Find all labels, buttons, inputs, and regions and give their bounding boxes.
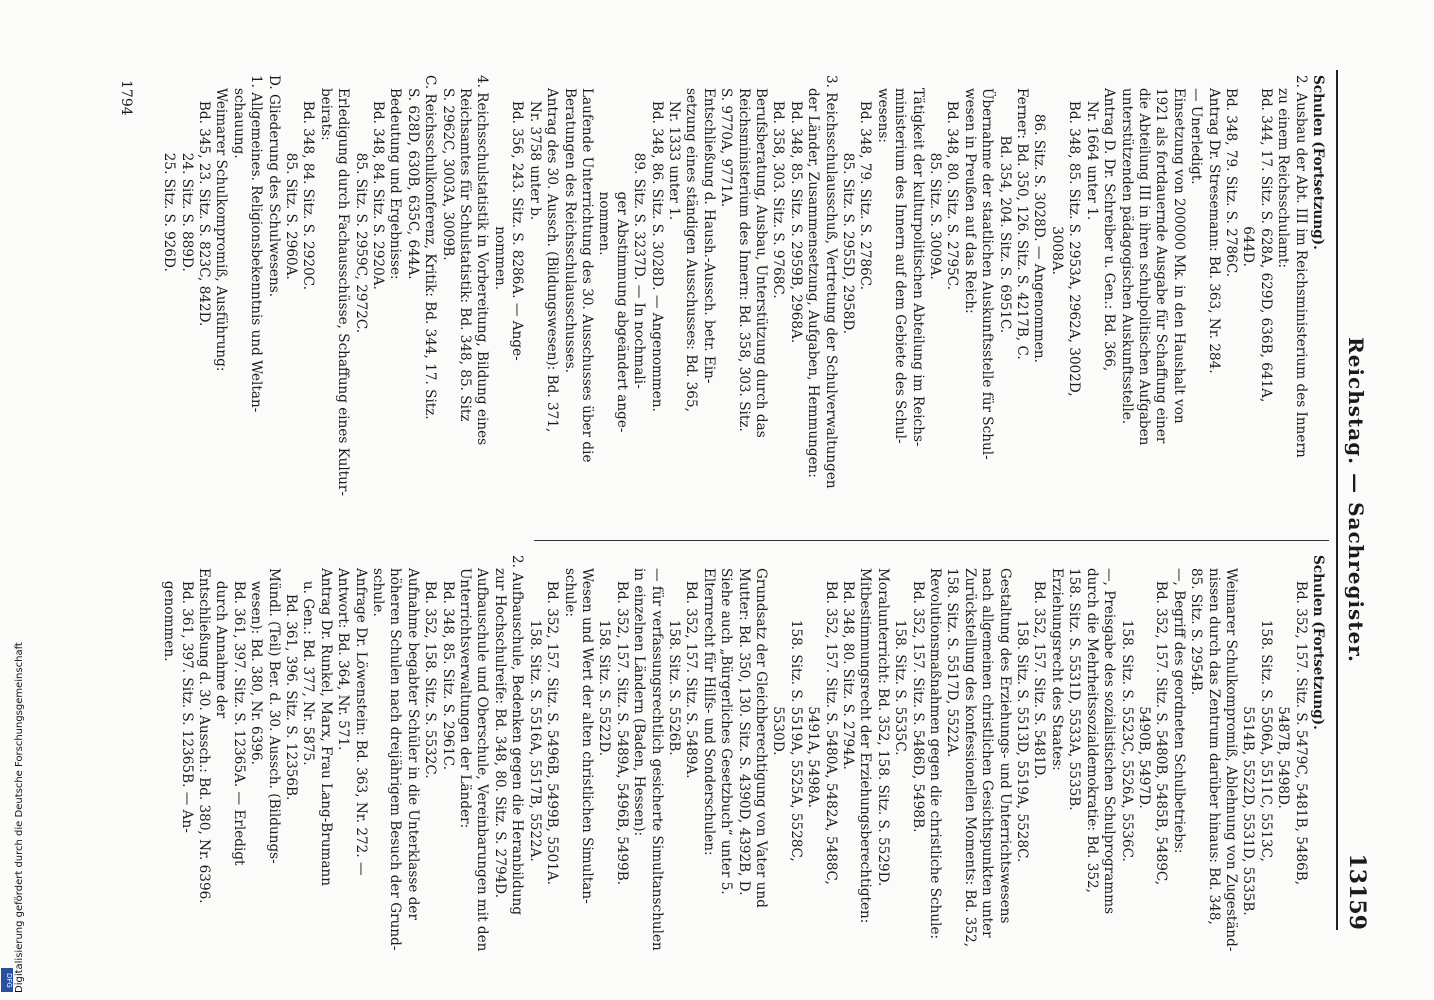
- index-line: Antrag D. Dr. Schreiber u. Gen.: Bd. 366,: [1101, 75, 1118, 372]
- index-line: Nr. 1664 unter 1.: [1083, 75, 1100, 221]
- index-line: Bd. 354, 204. Sitz. S. 6951C.: [996, 75, 1013, 334]
- index-line: nissen durch das Zentrum darüber hinaus: Bd. 348,: [1205, 555, 1222, 925]
- section-heading: Schulen (Fortsetzung).: [1310, 75, 1326, 250]
- index-line: höheren Schulen nach dreijährigem Besuch der Grund-: [387, 555, 404, 951]
- index-line: wesen in Preußen auf das Reich:: [961, 75, 978, 314]
- index-line: wesens:: [874, 75, 891, 143]
- index-line: 5487B, 5498D.: [1275, 555, 1292, 809]
- index-line: Bd. 361, 397. Sitz. S. 12365B. — An-: [178, 555, 195, 833]
- index-line: 24. Sitz. S. 889D.: [178, 75, 195, 272]
- index-line: Reichsamtes für Schulstatistik: Bd. 348, 85. Sitz: [457, 75, 474, 422]
- index-line: Bd. 352, 157. Sitz. S. 5480A, 5482A, 5488C,: [822, 555, 839, 885]
- index-line: Entschließung d. Haush.-Aussch. betr. Ein-: [700, 75, 717, 384]
- index-line: Aufnahme begabter Schüler in die Unterklasse der: [404, 555, 421, 920]
- credit-text: Digitalisierung gefördert durch die Deutsche Forschungsgemeinschaft: [14, 642, 25, 993]
- index-line: —, Preisgabe des sozialistischen Schulprogramms: [1101, 555, 1118, 915]
- index-line: Nr. 1333 unter 1.: [665, 75, 682, 221]
- index-line: Siehe auch „Bürgerliches Gesetzbuch“ unter 5.: [718, 555, 735, 895]
- index-line: Bd. 345, 23. Sitz. S. 823C, 842D.: [196, 75, 212, 327]
- index-line: C. Reichsschulkonferenz, Kritik: Bd. 344, 17. Sitz.: [422, 75, 439, 420]
- index-line: Bd. 348, 80. Sitz. S. 2794A.: [840, 555, 857, 770]
- dfg-logo: DFG: [1, 968, 13, 992]
- index-line: 1921 als fortdauernde Ausgabe für Schaffung einer: [1153, 75, 1170, 444]
- index-line: durch die Mehrheitssozialdemokratie: Bd. 352,: [1083, 555, 1100, 893]
- index-line: Laufende Unterrichtung des 30. Ausschusses über die: [578, 75, 595, 463]
- index-line: Ferner: Bd. 350, 126. Sitz. S. 4217B, C.: [1014, 75, 1031, 360]
- index-line: Berufsberatung, Ausbau, Unterstützung durch das: [753, 75, 769, 438]
- index-line: 5514B, 5522D, 5531D, 5535B.: [1240, 555, 1257, 916]
- index-line: 5490B, 5497D.: [1135, 555, 1152, 809]
- index-line: Revolutionsmaßnahmen gegen die christliche Schule:: [927, 555, 944, 940]
- index-line: Bd. 348, 80. Sitz. S. 2795C.: [944, 75, 961, 291]
- index-line: Bd. 352, 157. Sitz. S. 5480B, 5485B, 5489C,: [1153, 555, 1170, 886]
- index-line: Tätigkeit der kulturpolitischen Abteilung im Reichs-: [909, 75, 926, 447]
- index-line: Bd. 352, 157. Sitz. S. 5481D.: [1031, 555, 1048, 780]
- index-line: S. 9770A, 9771A.: [718, 75, 735, 208]
- index-line: 5530D.: [770, 555, 787, 756]
- page-title: Reichstag. — Sachregister.: [1344, 337, 1368, 663]
- index-line: 158. Sitz. S. 5506A, 5511C, 5513C,: [1257, 555, 1274, 862]
- index-line: genommen.: [161, 555, 178, 662]
- index-line: 5491A, 5498A.: [805, 555, 822, 809]
- index-line: Anfrage Dr. Löwenstein: Bd. 363, Nr. 272. —: [352, 555, 369, 876]
- index-line: schauung.: [230, 75, 247, 159]
- index-line: wesen): Bd. 380, Nr. 6396.: [248, 555, 265, 765]
- index-line: nommen.: [596, 75, 613, 256]
- index-line: 85. Sitz. S. 2955D, 2958D.: [840, 75, 857, 335]
- index-line: nommen.: [491, 75, 508, 291]
- index-line: schule:: [561, 555, 578, 618]
- index-line: ger Abstimmung abgeändert ange-: [613, 75, 630, 433]
- index-line: Bd. 352, 157. Sitz. S. 5489A.: [683, 555, 700, 779]
- index-line: Übernahme der staatlichen Auskunftsstelle für Schul-: [979, 75, 996, 460]
- index-line: 158. Sitz. S. 5522D.: [596, 555, 613, 757]
- index-line: zur Hochschulreife: Bd. 348, 80. Sitz. S. 2794D.: [491, 555, 508, 899]
- index-line: nach allgemeinen christlichen Gesichtspunkten unter: [979, 555, 996, 938]
- index-line: Bedeutung und Ergebnisse:: [387, 75, 404, 280]
- index-line: 3008A.: [1048, 75, 1065, 275]
- index-line: Antrag des 30. Aussch. (Bildungswesen): Bd. 371,: [544, 75, 561, 433]
- index-line: der Länder, Zusammensetzung, Aufgaben, Hemmungen:: [805, 75, 822, 478]
- index-line: Reichsministerium des Innern: Bd. 358, 303. Sitz.: [735, 75, 752, 432]
- index-line: durch Annahme der: [213, 555, 230, 719]
- index-line: 3. Reichsschulausschuß, Vertretung der Schulverwaltungen: [822, 75, 839, 489]
- index-line: in einzelnen Ländern (Baden, Hessen):: [631, 555, 648, 837]
- index-line: Antwort: Bd. 364, Nr. 571.: [335, 555, 352, 751]
- index-line: Elternrecht für Hilfs- und Sonderschulen:: [700, 555, 717, 856]
- index-line: Bd. 361, 396. Sitz. S. 12356B.: [283, 555, 300, 801]
- index-line: — für verfassungsrechtlich gesicherte Simultanschulen: [648, 555, 665, 951]
- index-line: 86. Sitz. S. 3028D. — Angenommen.: [1031, 75, 1048, 363]
- index-line: 1. Allgemeines. Religionsbekenntnis und Weltan-: [248, 75, 265, 413]
- index-line: 25. Sitz. S. 926D.: [161, 75, 178, 272]
- index-line: Erziehungsrecht des Staates:: [1048, 555, 1065, 771]
- index-line: Gestaltung des Erziehungs- und Unterrichtswesens: [996, 555, 1013, 924]
- index-line: Bd. 352, 157. Sitz. S. 5486D, 5498B.: [909, 555, 926, 833]
- index-line: Bd. 348, 84. Sitz. S. 2920C.: [300, 75, 317, 291]
- index-line: Einsetzung von 200000 Mk. in den Haushalt von: [1170, 75, 1187, 424]
- index-line: Weimarer Schulkompromiß, Ablehnung von Zugeständ-: [1222, 555, 1239, 952]
- footer-page-number: 1794: [118, 80, 134, 116]
- index-line: 85. Sitz. S. 3009A.: [927, 75, 944, 280]
- index-line: 158. Sitz. S. 5523C, 5526A, 5536C.: [1118, 555, 1135, 862]
- index-line: 644D.: [1240, 75, 1257, 267]
- index-line: D. Gliederung des Schulwesens.: [265, 75, 282, 298]
- index-line: S. 628D, 630B, 635C, 644A.: [404, 75, 421, 280]
- index-line: Bd. 361, 397. Sitz. S. 12365A. — Erledigt: [230, 555, 247, 866]
- index-line: 85. Sitz. S. 2959C, 2972C.: [352, 75, 369, 334]
- index-line: Grundsatz der Gleichberechtigung von Vater und: [753, 555, 769, 908]
- index-line: Aufbauschule und Oberschule, Vereinbarungen mit den: [474, 555, 491, 952]
- index-line: Mitbestimmungsrecht der Erziehungsberechtigten:: [857, 555, 874, 924]
- index-line: Bd. 348, 79. Sitz. S. 2786C.: [857, 75, 874, 291]
- index-line: u. Gen.: Bd. 377, Nr. 5875.: [300, 555, 317, 766]
- index-line: Bd. 344, 17. Sitz. S. 628A, 629D, 636B, 641A,: [1257, 75, 1274, 403]
- left-column: [160, 75, 1326, 525]
- index-line: Bd. 352, 157. Sitz. S. 5479C, 5481B, 5486B,: [1292, 555, 1309, 886]
- index-line: die Abteilung III in ihren schulpolitischen Aufgaben: [1135, 75, 1152, 446]
- index-line: Bd. 352, 157. Sitz. S. 5496B, 5499B, 5501A.: [544, 555, 561, 886]
- index-line: Weimarer Schulkompromiß, Ausführung:: [213, 75, 230, 372]
- index-line: 4. Reichsschulstatistik in Vorbereitung, Bildung eines: [474, 75, 491, 446]
- index-line: Bd. 348, 84. Sitz. S. 2920A.: [370, 75, 387, 290]
- index-line: Bd. 352, 158. Sitz. S. 5532C.: [422, 555, 439, 779]
- index-line: Bd. 348, 85. Sitz. S. 2953A, 2962A, 3002D,: [1066, 75, 1083, 397]
- index-line: Bd. 358, 303. Sitz. S. 9768C.: [770, 75, 787, 299]
- index-line: Beratungen des Reichsschulausschusses.: [561, 75, 578, 374]
- index-line: 2. Aufbauschule, Bedenken gegen die Heranbildung: [509, 555, 526, 916]
- index-line: Bd. 348, 86. Sitz. S. 3028D. — Angenommen.: [648, 75, 665, 412]
- index-line: ministerium des Innern auf dem Gebiete des Schul-: [892, 75, 909, 444]
- index-line: 2. Ausbau der Abt. III im Reichsministerium des Innern: [1292, 75, 1309, 458]
- index-line: Antrag Dr. Stresemann: Bd. 363, Nr. 284.: [1205, 75, 1222, 374]
- index-line: 158. Sitz. S. 5526B.: [665, 555, 682, 756]
- digitization-credit: [0, 0, 25, 1000]
- index-line: setzung eines ständigen Ausschusses: Bd. 365,: [683, 75, 700, 412]
- index-line: Unterrichtsverwaltungen der Länder:: [457, 555, 474, 829]
- index-line: 85. Sitz. S. 2960A.: [283, 75, 300, 280]
- index-line: Mündl. (Teil) Ber. d. 30. Aussch. (Bildungs-: [265, 555, 282, 864]
- index-line: 158. Sitz. S. 5513D, 5519A, 5528C.: [1014, 555, 1031, 863]
- index-line: 158. Sitz. S. 5516A, 5517B, 5522A.: [526, 555, 543, 862]
- index-line: —, Begriff des geordneten Schulbetriebs:: [1170, 555, 1187, 854]
- index-line: zu einem Reichsschulamt:: [1275, 75, 1292, 269]
- index-line: 89. Sitz. S. 3237D. — In nochmali-: [631, 75, 648, 389]
- index-line: Moralunterricht: Bd. 352, 158. Sitz. S. 5529D.: [874, 555, 891, 887]
- index-line: Erledigung durch Fachausschüsse, Schaffung eines Kultur-: [335, 75, 352, 496]
- index-line: 85. Sitz. S. 2954B.: [1188, 555, 1205, 696]
- index-line: Bd. 348, 85. Sitz. S. 2961C.: [439, 555, 456, 771]
- index-line: 158. Sitz. S. 5535C.: [892, 555, 909, 756]
- index-line: Bd. 352, 157. Sitz. S. 5489A, 5496B, 5499B.: [613, 555, 630, 886]
- column-divider: [534, 540, 1329, 541]
- index-line: Mutter: Bd. 350, 130. Sitz. S. 4390D, 4392B, D.: [735, 555, 752, 896]
- index-line: Bd. 356, 243. Sitz. S. 8286A. — Ange-: [509, 75, 526, 361]
- index-line: 158. Sitz. S. 5517D, 5522A.: [944, 555, 961, 758]
- right-column: [160, 555, 1326, 955]
- index-line: beirats:: [317, 75, 334, 141]
- index-line: 158. Sitz. S. 5531D, 5533A, 5535B.: [1066, 555, 1083, 811]
- index-line: Zurückstellung des konfessionellen Moments: Bd. 352,: [961, 555, 978, 948]
- index-line: Antrag Dr. Runkel, Marx, Frau Lang-Brumann: [317, 555, 334, 887]
- index-line: S. 2962C, 3003A, 3009B.: [439, 75, 456, 261]
- page-footer: [104, 80, 134, 920]
- index-line: 158. Sitz. S. 5519A, 5525A, 5528C,: [787, 555, 804, 862]
- index-line: Entschließung d. 30. Aussch.: Bd. 380, Nr. 6396.: [196, 555, 212, 904]
- index-line: schule.: [370, 555, 387, 617]
- index-line: unterstützenden pädagogischen Auskunftsstelle.: [1118, 75, 1135, 425]
- column-number: 13159: [1344, 853, 1370, 930]
- section-heading: Schulen (Fortsetzung).: [1310, 555, 1326, 730]
- index-line: Nr. 3758 unter b.: [526, 75, 543, 221]
- index-line: Bd. 348, 85. Sitz. S. 2959B, 2968A.: [787, 75, 804, 344]
- page-header: [1336, 70, 1372, 930]
- index-line: Bd. 348, 79. Sitz. S. 2786C.: [1222, 75, 1239, 278]
- index-line: Wesen und Wert der alten christlichen Simultan-: [578, 555, 595, 904]
- index-line: — Unerledigt.: [1188, 75, 1205, 185]
